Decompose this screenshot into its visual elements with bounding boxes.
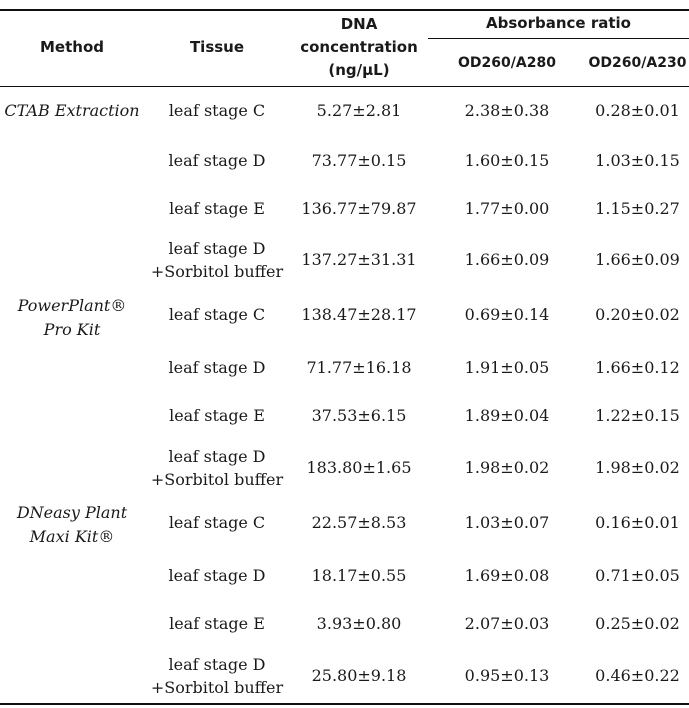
od230-cell: 1.03±0.15 — [595, 151, 680, 170]
tissue-cell: leaf stage C — [168, 513, 266, 532]
tissue-cell: leaf stage D — [168, 151, 266, 170]
od280-cell: 1.03±0.07 — [464, 513, 550, 532]
tissue-cell: leaf stage D — [168, 358, 266, 377]
header-dna-line2: concentration — [300, 38, 418, 56]
od230-cell: 0.46±0.22 — [595, 666, 680, 685]
dna-cell: 18.17±0.55 — [311, 566, 407, 585]
header-tissue: Tissue — [189, 38, 245, 56]
method-ctab-extraction: CTAB Extraction — [4, 101, 140, 120]
tissue-cell-sub: +Sorbitol buffer — [150, 678, 284, 697]
od280-cell: 1.89±0.04 — [464, 406, 550, 425]
dna-cell: 22.57±8.53 — [311, 513, 407, 532]
od280-cell: 0.69±0.14 — [464, 305, 550, 324]
tissue-cell-sub: +Sorbitol buffer — [150, 470, 284, 489]
od230-cell: 1.98±0.02 — [595, 458, 680, 477]
tissue-cell: leaf stage E — [169, 199, 265, 218]
od230-cell: 0.20±0.02 — [595, 305, 680, 324]
od230-cell: 1.66±0.12 — [595, 358, 680, 377]
tissue-cell: leaf stage D — [168, 655, 266, 674]
od280-cell: 1.98±0.02 — [464, 458, 550, 477]
table-header-rule — [0, 86, 689, 87]
dna-cell: 3.93±0.80 — [316, 614, 402, 633]
od280-cell: 0.95±0.13 — [464, 666, 550, 685]
method-powerplant-line1: PowerPlant® — [17, 296, 127, 315]
dna-cell: 138.47±28.17 — [301, 305, 417, 324]
tissue-cell: leaf stage D — [168, 566, 266, 585]
od280-cell: 2.38±0.38 — [464, 101, 550, 120]
dna-cell: 37.53±6.15 — [311, 406, 407, 425]
od280-cell: 1.60±0.15 — [464, 151, 550, 170]
header-method: Method — [40, 38, 104, 56]
od230-cell: 1.22±0.15 — [595, 406, 680, 425]
dna-cell: 73.77±0.15 — [311, 151, 407, 170]
od280-cell: 1.77±0.00 — [464, 199, 550, 218]
method-powerplant-line2: Pro Kit — [43, 320, 101, 339]
method-dneasy-line1: DNeasy Plant — [16, 503, 128, 522]
od280-cell: 1.66±0.09 — [464, 250, 550, 269]
absorbance-subheader-rule — [428, 38, 689, 39]
od280-cell: 2.07±0.03 — [464, 614, 550, 633]
od230-cell: 0.28±0.01 — [595, 101, 680, 120]
dna-cell: 5.27±2.81 — [316, 101, 402, 120]
method-dneasy-line2: Maxi Kit® — [29, 527, 115, 546]
tissue-cell: leaf stage E — [169, 406, 265, 425]
od230-cell: 1.66±0.09 — [595, 250, 680, 269]
tissue-cell: leaf stage C — [168, 305, 266, 324]
dna-cell: 25.80±9.18 — [311, 666, 407, 685]
od230-cell: 0.25±0.02 — [595, 614, 680, 633]
od230-cell: 1.15±0.27 — [595, 199, 680, 218]
tissue-cell: leaf stage E — [169, 614, 265, 633]
tissue-cell-sub: +Sorbitol buffer — [150, 262, 284, 281]
dna-cell: 71.77±16.18 — [306, 358, 412, 377]
tissue-cell: leaf stage C — [168, 101, 266, 120]
header-od260-a230: OD260/A230 — [588, 55, 687, 71]
dna-cell: 183.80±1.65 — [306, 458, 412, 477]
header-od260-a280: OD260/A280 — [458, 55, 556, 71]
header-dna-line3: (ng/μL) — [328, 61, 390, 79]
od230-cell: 0.16±0.01 — [595, 513, 680, 532]
od230-cell: 0.71±0.05 — [595, 566, 680, 585]
table-top-rule — [0, 9, 689, 11]
tissue-cell: leaf stage D — [168, 239, 266, 258]
header-absorbance-ratio: Absorbance ratio — [486, 14, 631, 32]
header-dna-line1: DNA — [340, 15, 378, 33]
dna-cell: 136.77±79.87 — [301, 199, 417, 218]
table-bottom-rule — [0, 703, 689, 705]
od280-cell: 1.91±0.05 — [464, 358, 550, 377]
dna-cell: 137.27±31.31 — [301, 250, 417, 269]
od280-cell: 1.69±0.08 — [464, 566, 550, 585]
tissue-cell: leaf stage D — [168, 447, 266, 466]
